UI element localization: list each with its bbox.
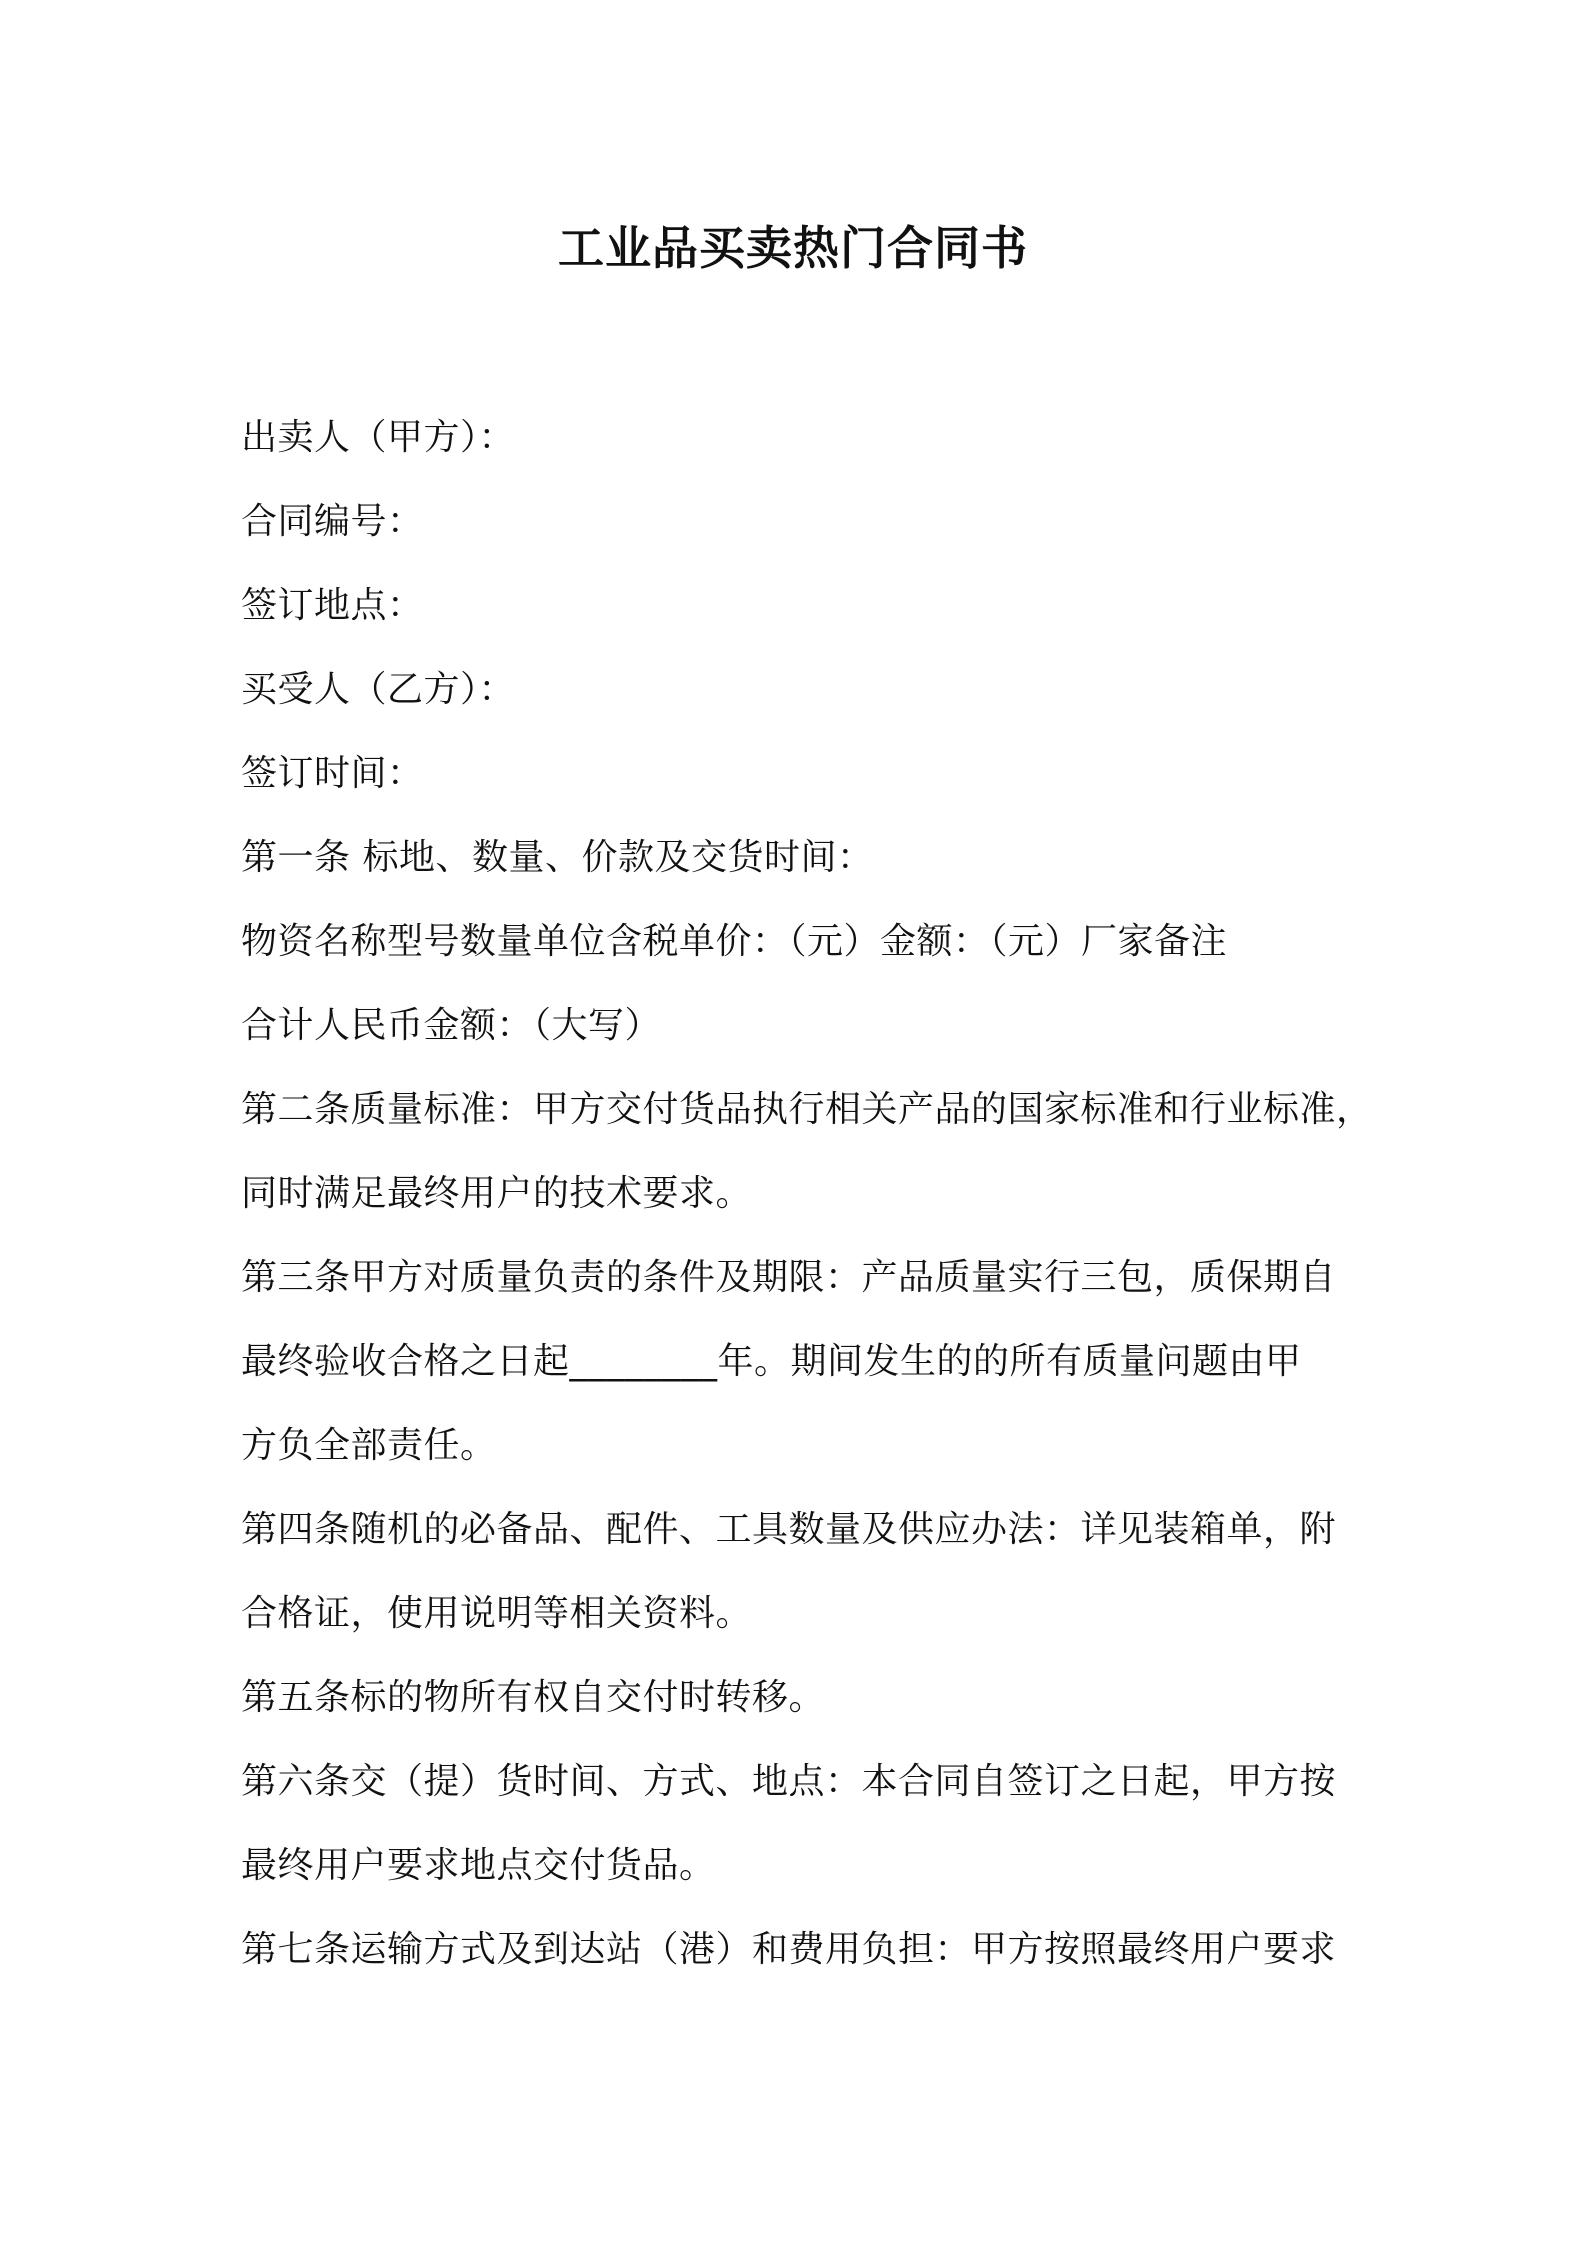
document-title: 工业品买卖热门合同书 [558,221,1028,275]
signing-place-line: 签订地点： [241,585,424,626]
total-amount-line: 合计人民币金额：（大写） [241,1005,662,1046]
signing-time-line: 签订时间： [241,753,424,794]
article-4-line-2: 合格证，使用说明等相关资料。 [241,1593,753,1634]
article-1-heading: 第一条 标地、数量、价款及交货时间： [241,837,874,878]
article-6-line-1: 第六条交（提）货时间、方式、地点：本合同自签订之日起，甲方按 [241,1761,1337,1802]
article-7-line-1: 第七条运输方式及到达站（港）和费用负担：甲方按照最终用户要求 [241,1929,1337,1970]
document-body [241,396,1381,1992]
article-3-line-2: 最终验收合格之日起________年。期间发生的的所有质量问题由甲 [241,1341,1302,1382]
seller-line: 出卖人（甲方）： [241,417,516,458]
article-3-line-3: 方负全部责任。 [241,1425,497,1466]
article-5-line: 第五条标的物所有权自交付时转移。 [241,1677,826,1718]
contract-number-line: 合同编号： [241,501,424,542]
article-3-line-1: 第三条甲方对质量负责的条件及期限：产品质量实行三包，质保期自 [241,1257,1337,1298]
buyer-line: 买受人（乙方）： [241,669,516,710]
goods-columns-line: 物资名称型号数量单位含税单价：（元）金额：（元）厂家备注 [241,921,1228,962]
article-6-line-2: 最终用户要求地点交付货品。 [241,1845,716,1886]
article-4-line-1: 第四条随机的必备品、配件、工具数量及供应办法：详见装箱单，附 [241,1509,1337,1550]
article-2-line-2: 同时满足最终用户的技术要求。 [241,1173,753,1214]
article-2-line-1: 第二条质量标准：甲方交付货品执行相关产品的国家标准和行业标准， [241,1089,1373,1130]
